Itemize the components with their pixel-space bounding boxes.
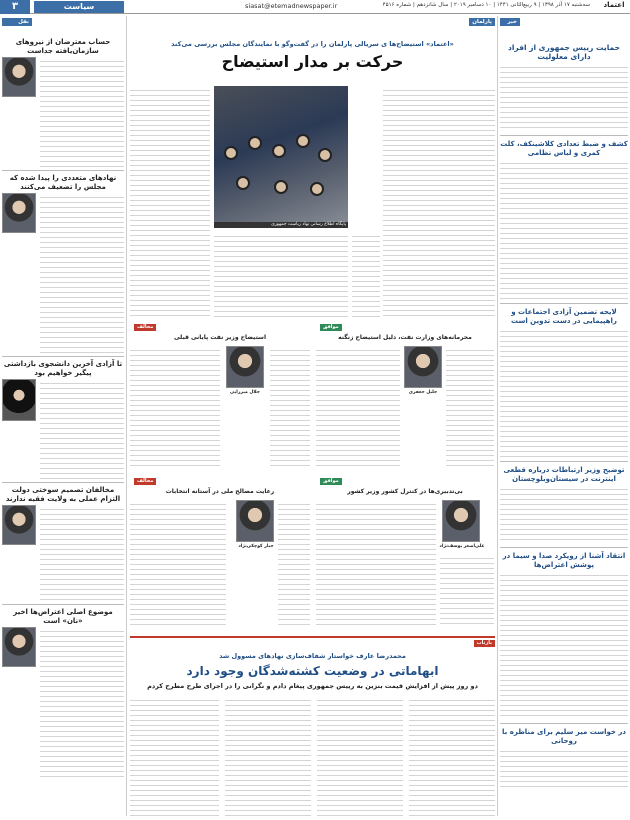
parliament-tag: پارلمان [469,18,495,26]
column-tag: موافق [320,478,342,485]
quote-title[interactable]: موضوع اصلی اعتراض‌ها اخیر «نان» است [13,608,113,625]
left-column-tag: نقل قول [2,18,32,26]
quote-body [40,379,124,479]
section-label: سیاست [34,1,124,13]
quote-title[interactable]: حساب معترضان از نیروهای سازمان‌یافته جداست [15,38,111,55]
column-body [270,346,310,470]
right-news-column [500,18,628,818]
bottom-tag: بازتاب [474,640,495,647]
bottom-subhead: دو روز پیش از افزایش قیمت بنزین به رییس جمهوری پیغام دادم و نگرانی را در اجرای طرح مطرح کردم [147,682,478,690]
divider [500,303,628,304]
column-title[interactable]: استیضاح وزیر نفت پایانی قبلی [173,334,267,341]
speaker-photo [2,379,36,421]
column-body [130,500,226,626]
bottom-body [225,696,311,816]
column-body [316,346,400,470]
speaker-photo [2,57,36,97]
divider [500,723,628,724]
column-box [130,478,310,628]
main-body-right [383,86,495,318]
newspaper-logo: اعتماد [603,1,625,9]
masthead-bar [0,0,630,14]
bottom-body [317,696,403,816]
bottom-headline[interactable]: ابهاماتی در وضعیت کشته‌شدگان وجود دارد [186,664,439,678]
story-body [500,327,628,457]
story-title[interactable]: کشف و ضبط تعدادی کلاشینکف، کلت کمری و لباس نظامی [500,140,628,157]
story-body [500,747,628,787]
person-figure [318,148,332,162]
right-column-tag: خبر [500,18,520,26]
column-body [446,346,494,470]
quote-title[interactable]: نهادهای متعددی را پیدا شده که مجلس را تضعیف می‌کنند [9,174,117,191]
speaker-photo [2,505,36,545]
person-figure [236,176,250,190]
story-body [500,159,628,299]
quote-body [40,627,124,777]
author-name: جبار کوچکی‌نژاد [238,544,274,549]
issue-date: سه‌شنبه ۱۷ آذر ۱۳۹۸ | ۹ ربیع‌الثانی ۱۴۴۱ | ۱۰ دسامبر ۲۰۱۹ | سال شانزدهم | شماره ۴۵۱۶ [382,2,590,8]
column-title[interactable]: رعایت مصالح ملی در آستانه انتخابات [165,488,275,495]
person-figure [296,134,310,148]
quote-title[interactable]: مخالفان تصمیم سوختی دولت التزام عملی به ولایت فقیه ندارند [5,486,121,503]
left-quotes-column [2,18,124,818]
column-title[interactable]: محرمانه‌های وزارت نفت، دلیل استیضاح زنگنه [338,334,472,341]
main-body-left [130,86,210,318]
story-title[interactable]: انتقاد آشنا از رویکرد صدا و سیما در پوشش اعتراض‌ها [502,552,626,569]
main-kicker: «اعتماد» استیضاح‌ها ی سریالی پارلمان را در گفت‌وگو با نمایندگان مجلس بررسی می‌کند [171,40,454,48]
author-photo [404,346,442,388]
divider [2,356,124,357]
speaker-photo [2,627,36,667]
author-photo [226,346,264,388]
main-body-mid [352,232,380,318]
divider [2,482,124,483]
column-tag: مخالف [134,324,156,331]
main-story [130,18,495,320]
person-figure [310,182,324,196]
story-title[interactable]: در خواست میر سلیم برای مناظره با روحانی [502,728,626,745]
quote-body [40,57,124,167]
column-divider [497,16,498,816]
photo-caption: پایگاه اطلاع رسانی نهاد ریاست جمهوری [214,222,348,228]
column-body [440,554,494,626]
quote-body [40,193,124,353]
story-title[interactable]: توضیح وزیر ارتباطات درباره قطعی اینترنت در سیستان‌وبلوچستان [503,466,625,483]
column-body [130,346,220,470]
author-photo [442,500,480,542]
column-body [316,500,436,626]
column-box [316,478,494,628]
person-figure [248,136,262,150]
column-box [130,324,310,472]
story-body [500,571,628,719]
bottom-story [130,636,495,816]
site-email[interactable]: siasat@etemadnewspaper.ir [245,2,338,10]
divider [500,461,628,462]
quote-title[interactable]: تا آزادی آخرین دانشجوی بازداشتی پیگیر خواهیم بود [3,360,123,377]
page-number: ۳ [0,0,30,14]
quote-body [40,505,124,601]
story-title[interactable]: لایحه تضمین آزادی اجتماعات و راهپیمایی در دست تدوین است [511,308,617,325]
bottom-body [130,696,219,816]
divider [500,135,628,136]
column-divider [126,16,127,816]
person-figure [274,180,288,194]
divider [500,547,628,548]
story-body [500,485,628,543]
author-name: علی‌اصغر یوسف‌نژاد [439,544,485,549]
main-headline[interactable]: حرکت بر مدار استیضاح [221,52,404,71]
author-name: جلال میرزایی [230,390,260,395]
column-tag: مخالف [134,478,156,485]
speaker-photo [2,193,36,233]
person-figure [272,144,286,158]
person-figure [224,146,238,160]
story-body [500,63,628,131]
divider [2,604,124,605]
column-title[interactable]: بی‌تدبیری‌ها در کنترل کشور وزیر کشور [347,488,463,495]
author-name: جلیل جعفری [408,390,438,395]
parliament-photo [214,86,348,228]
bottom-kicker: محمدرضا عارف خواستار شفاف‌سازی نهادهای مسوول شد [219,652,406,660]
bottom-body [409,696,495,816]
author-photo [236,500,274,542]
story-title[interactable]: حمایت رییس جمهوری از افراد دارای معلولیت [508,43,620,61]
column-tag: موافق [320,324,342,331]
column-box [316,324,494,472]
divider [2,170,124,171]
main-body-under-photo [214,232,348,318]
column-body [278,500,310,626]
